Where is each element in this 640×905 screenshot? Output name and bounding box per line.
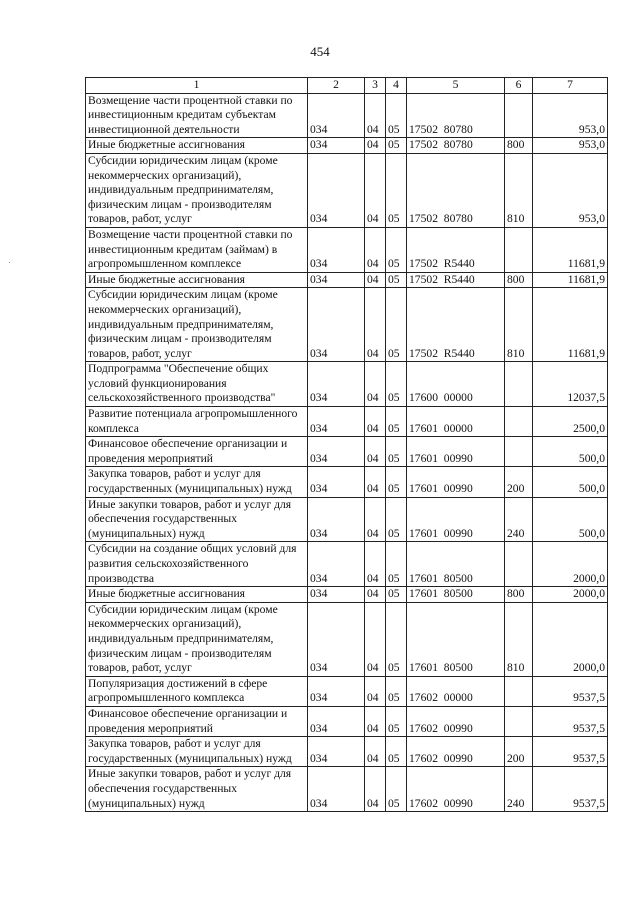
cell-name: Иные закупки товаров, работ и услуг для обеспечения государственных (муниципальных) нужд (86, 497, 308, 542)
cell-rz: 04 (365, 602, 386, 676)
cell-vr (505, 706, 533, 736)
cell-vr: 810 (505, 288, 533, 362)
cell-vr: 800 (505, 587, 533, 603)
cell-sum: 11681,9 (533, 272, 608, 288)
cell-pr: 05 (386, 93, 407, 138)
cell-sum: 500,0 (533, 497, 608, 542)
cell-csr: 17601 00990 (407, 437, 505, 467)
cell-sum: 11681,9 (533, 288, 608, 362)
cell-pr: 05 (386, 437, 407, 467)
cell-sum: 9537,5 (533, 676, 608, 706)
cell-csr: 17601 80500 (407, 602, 505, 676)
cell-sum: 2000,0 (533, 542, 608, 587)
header-col-3: 3 (365, 78, 386, 94)
cell-csr: 17502 R5440 (407, 288, 505, 362)
table-row (86, 407, 608, 437)
cell-vr (505, 407, 533, 437)
cell-name: Иные закупки товаров, работ и услуг для обеспечения государственных (муниципальных) нужд (86, 767, 308, 812)
cell-rz: 04 (365, 706, 386, 736)
table-row (86, 93, 608, 138)
table-row (86, 706, 608, 736)
cell-name: Субсидии юридическим лицам (кроме некоммерческих организаций), индивидуальным предпринимателям, физическим лицам - производителям товаров, работ, услуг (86, 153, 308, 227)
cell-sum: 2000,0 (533, 587, 608, 603)
cell-vr (505, 437, 533, 467)
cell-pr: 05 (386, 497, 407, 542)
cell-name: Иные бюджетные ассигнования (86, 138, 308, 154)
table-row (86, 138, 608, 154)
cell-name: Иные бюджетные ассигнования (86, 587, 308, 603)
cell-sum: 2500,0 (533, 407, 608, 437)
cell-pr: 05 (386, 407, 407, 437)
cell-vr: 810 (505, 602, 533, 676)
cell-rz: 04 (365, 227, 386, 272)
table-row (86, 153, 608, 227)
header-col-6: 6 (505, 78, 533, 94)
cell-vr: 800 (505, 138, 533, 154)
cell-name: Возмещение части процентной ставки по инвестиционным кредитам (займам) в агропромышленном комплексе (86, 227, 308, 272)
cell-csr: 17601 00990 (407, 497, 505, 542)
cell-ved: 034 (308, 138, 365, 154)
cell-rz: 04 (365, 153, 386, 227)
cell-pr: 05 (386, 227, 407, 272)
cell-pr: 05 (386, 467, 407, 497)
cell-pr: 05 (386, 272, 407, 288)
cell-csr: 17502 R5440 (407, 272, 505, 288)
cell-sum: 953,0 (533, 153, 608, 227)
cell-ved: 034 (308, 93, 365, 138)
cell-csr: 17601 80500 (407, 542, 505, 587)
table-row (86, 602, 608, 676)
cell-name: Иные бюджетные ассигнования (86, 272, 308, 288)
cell-pr: 05 (386, 676, 407, 706)
table-row (86, 272, 608, 288)
cell-ved: 034 (308, 227, 365, 272)
cell-name: Закупка товаров, работ и услуг для государственных (муниципальных) нужд (86, 467, 308, 497)
cell-rz: 04 (365, 437, 386, 467)
cell-csr: 17601 00990 (407, 467, 505, 497)
cell-vr: 800 (505, 272, 533, 288)
table-row (86, 288, 608, 362)
cell-sum: 11681,9 (533, 227, 608, 272)
cell-name: Развитие потенциала агропромышленного комплекса (86, 407, 308, 437)
cell-name: Популяризация достижений в сфере агропромышленного комплекса (86, 676, 308, 706)
cell-ved: 034 (308, 362, 365, 407)
cell-pr: 05 (386, 587, 407, 603)
table-row (86, 467, 608, 497)
cell-ved: 034 (308, 706, 365, 736)
cell-rz: 04 (365, 676, 386, 706)
cell-name: Субсидии на создание общих условий для развития сельскохозяйственного производства (86, 542, 308, 587)
table-row (86, 437, 608, 467)
cell-sum: 12037,5 (533, 362, 608, 407)
cell-csr: 17601 80500 (407, 587, 505, 603)
cell-sum: 9537,5 (533, 737, 608, 767)
cell-sum: 9537,5 (533, 767, 608, 812)
cell-ved: 034 (308, 602, 365, 676)
cell-csr: 17602 00990 (407, 767, 505, 812)
cell-vr (505, 542, 533, 587)
cell-csr: 17502 R5440 (407, 227, 505, 272)
cell-vr (505, 93, 533, 138)
cell-csr: 17502 80780 (407, 93, 505, 138)
cell-rz: 04 (365, 407, 386, 437)
header-col-4: 4 (386, 78, 407, 94)
budget-table (85, 77, 608, 812)
cell-sum: 2000,0 (533, 602, 608, 676)
cell-ved: 034 (308, 542, 365, 587)
header-col-5: 5 (407, 78, 505, 94)
cell-ved: 034 (308, 288, 365, 362)
cell-vr: 200 (505, 737, 533, 767)
header-col-1: 1 (86, 78, 308, 94)
cell-pr: 05 (386, 362, 407, 407)
cell-rz: 04 (365, 138, 386, 154)
cell-csr: 17601 00000 (407, 407, 505, 437)
cell-rz: 04 (365, 93, 386, 138)
cell-vr: 200 (505, 467, 533, 497)
cell-ved: 034 (308, 497, 365, 542)
margin-dot (9, 262, 10, 263)
cell-rz: 04 (365, 542, 386, 587)
cell-ved: 034 (308, 407, 365, 437)
cell-csr: 17502 80780 (407, 138, 505, 154)
cell-vr (505, 362, 533, 407)
cell-name: Закупка товаров, работ и услуг для государственных (муниципальных) нужд (86, 737, 308, 767)
table-row (86, 737, 608, 767)
cell-name: Подпрограмма "Обеспечение общих условий функционирования сельскохозяйственного производства" (86, 362, 308, 407)
cell-ved: 034 (308, 467, 365, 497)
cell-ved: 034 (308, 737, 365, 767)
cell-csr: 17502 80780 (407, 153, 505, 227)
cell-sum: 953,0 (533, 138, 608, 154)
table-row (86, 497, 608, 542)
cell-csr: 17602 00990 (407, 737, 505, 767)
table-row (86, 676, 608, 706)
cell-ved: 034 (308, 272, 365, 288)
cell-ved: 034 (308, 153, 365, 227)
cell-vr: 240 (505, 767, 533, 812)
cell-name: Финансовое обеспечение организации и проведения мероприятий (86, 706, 308, 736)
header-col-7: 7 (533, 78, 608, 94)
cell-rz: 04 (365, 272, 386, 288)
cell-sum: 500,0 (533, 467, 608, 497)
cell-rz: 04 (365, 362, 386, 407)
cell-rz: 04 (365, 288, 386, 362)
table-row (86, 767, 608, 812)
table-row (86, 587, 608, 603)
cell-pr: 05 (386, 767, 407, 812)
cell-name: Субсидии юридическим лицам (кроме некоммерческих организаций), индивидуальным предпринимателям, физическим лицам - производителям товаров, работ, услуг (86, 602, 308, 676)
cell-rz: 04 (365, 467, 386, 497)
table-row (86, 227, 608, 272)
cell-name: Финансовое обеспечение организации и проведения мероприятий (86, 437, 308, 467)
header-col-2: 2 (308, 78, 365, 94)
table-row (86, 542, 608, 587)
cell-vr (505, 227, 533, 272)
cell-sum: 500,0 (533, 437, 608, 467)
cell-name: Субсидии юридическим лицам (кроме некоммерческих организаций), индивидуальным предпринимателям, физическим лицам - производителям товаров, работ, услуг (86, 288, 308, 362)
cell-ved: 034 (308, 767, 365, 812)
cell-csr: 17602 00990 (407, 706, 505, 736)
cell-pr: 05 (386, 288, 407, 362)
cell-vr: 240 (505, 497, 533, 542)
cell-csr: 17600 00000 (407, 362, 505, 407)
cell-pr: 05 (386, 706, 407, 736)
cell-pr: 05 (386, 138, 407, 154)
cell-ved: 034 (308, 587, 365, 603)
cell-rz: 04 (365, 497, 386, 542)
cell-pr: 05 (386, 153, 407, 227)
cell-pr: 05 (386, 542, 407, 587)
cell-sum: 953,0 (533, 93, 608, 138)
cell-pr: 05 (386, 602, 407, 676)
table-row (86, 362, 608, 407)
cell-rz: 04 (365, 767, 386, 812)
header-row (86, 78, 608, 94)
cell-pr: 05 (386, 737, 407, 767)
cell-sum: 9537,5 (533, 706, 608, 736)
cell-name: Возмещение части процентной ставки по инвестиционным кредитам субъектам инвестиционной деятельности (86, 93, 308, 138)
page-number: 454 (310, 44, 330, 59)
cell-ved: 034 (308, 676, 365, 706)
cell-rz: 04 (365, 587, 386, 603)
cell-vr: 810 (505, 153, 533, 227)
cell-ved: 034 (308, 437, 365, 467)
cell-rz: 04 (365, 737, 386, 767)
cell-vr (505, 676, 533, 706)
cell-csr: 17602 00000 (407, 676, 505, 706)
